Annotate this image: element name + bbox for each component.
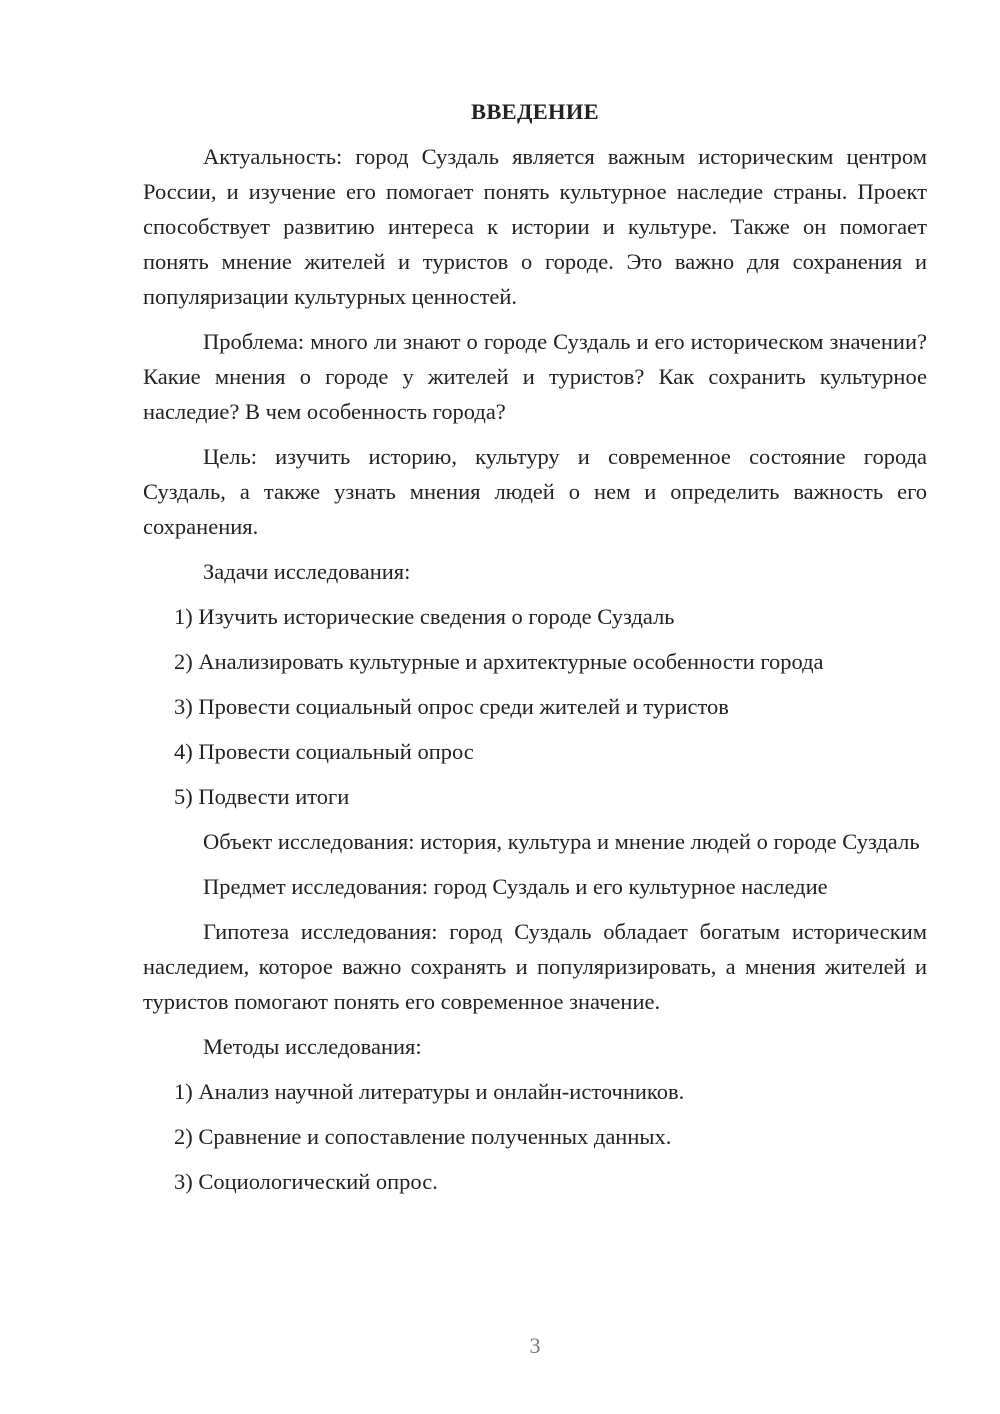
page-number: 3 [529, 1333, 541, 1358]
methods-heading: Методы исследования: [203, 1034, 422, 1059]
relevance-paragraph: Актуальность: город Суздаль является важным историческим центром России, и изучение его помогает понять культурное наследие страны. Проект способствует развитию интереса к истории и культуре. Также он помогает понять мнение жителей и туристов о городе. Это важно для сохранения и популяризации культурных ценностей. [143, 144, 927, 309]
page-title: ВВЕДЕНИЕ [471, 99, 599, 124]
goal-paragraph: Цель: изучить историю, культуру и современное состояние города Суздаль, а также узнать мнения людей о нем и определить важность его сохранения. [143, 444, 927, 539]
list-item: 2) Анализировать культурные и архитектурные особенности города [174, 649, 824, 674]
problem-paragraph: Проблема: много ли знают о городе Суздаль и его историческом значении? Какие мнения о городе у жителей и туристов? Как сохранить культурное наследие? В чем особенность города? [143, 329, 927, 424]
subject-paragraph: Предмет исследования: город Суздаль и его культурное наследие [203, 874, 828, 899]
list-item: 5) Подвести итоги [174, 784, 350, 809]
hypothesis-paragraph: Гипотеза исследования: город Суздаль обладает богатым историческим наследием, которое важно сохранять и популяризировать, а мнения жителей и туристов помогают понять его современное значение. [143, 919, 927, 1014]
document-page [143, 94, 927, 1209]
list-item: 3) Социологический опрос. [174, 1169, 438, 1194]
tasks-heading: Задачи исследования: [203, 559, 411, 584]
list-item: 3) Провести социальный опрос среди жителей и туристов [174, 694, 729, 719]
object-paragraph: Объект исследования: история, культура и мнение людей о городе Суздаль [203, 829, 920, 854]
list-item: 4) Провести социальный опрос [174, 739, 474, 764]
list-item: 1) Анализ научной литературы и онлайн-источников. [174, 1079, 685, 1104]
list-item: 2) Сравнение и сопоставление полученных данных. [174, 1124, 672, 1149]
methods-list [143, 1074, 927, 1199]
tasks-list [143, 599, 927, 814]
list-item: 1) Изучить исторические сведения о городе Суздаль [174, 604, 675, 629]
